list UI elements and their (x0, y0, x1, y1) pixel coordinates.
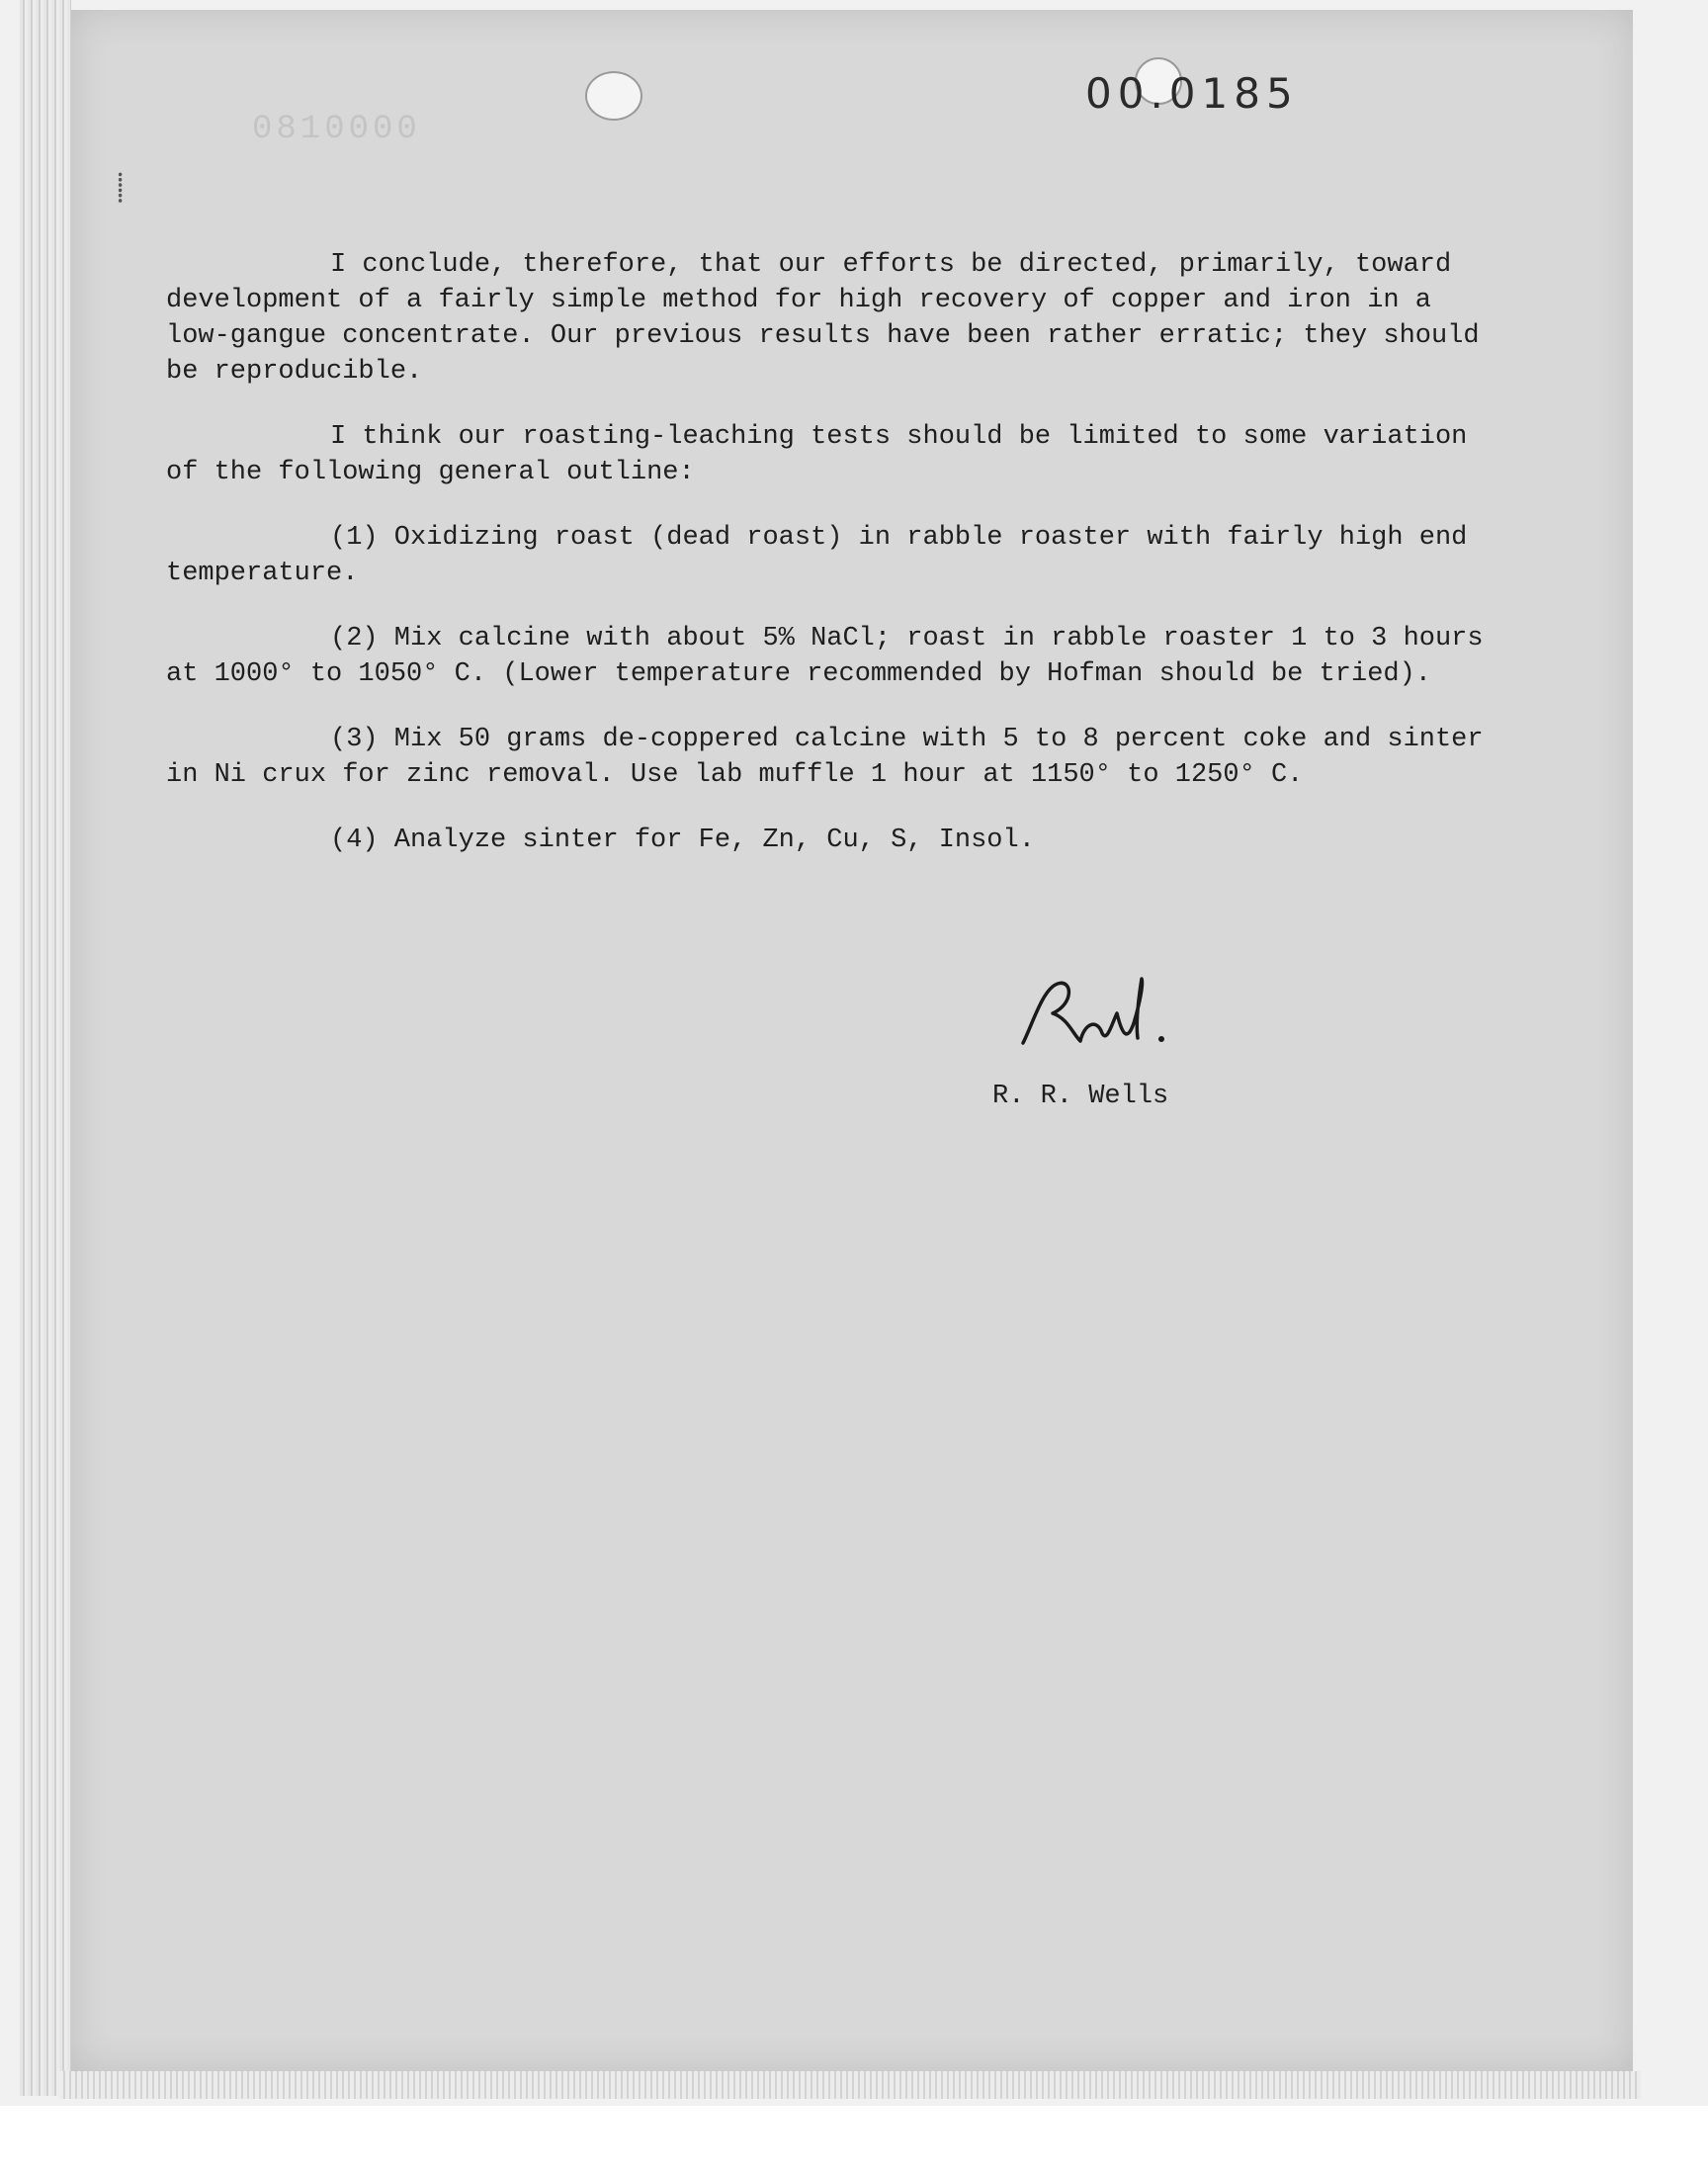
paragraph-outline-intro: I think our roasting-leaching tests should be limited to some variation of the following general outline: (166, 422, 1468, 487)
faint-stamp-number: 0810000 (252, 111, 421, 148)
paragraph-step-2: (2) Mix calcine with about 5% NaCl; roast in rabble roaster 1 to 3 hours at 1000° to 1050° C. (Lower temperature recommended by Hofman should be tried). (166, 624, 1484, 689)
paragraph-step-3: (3) Mix 50 grams de-coppered calcine with 5 to 8 percent coke and sinter in Ni crux for zinc removal. Use lab muffle 1 hour at 1150° to 1250° C. (166, 725, 1484, 790)
margin-mark: ⸽ (117, 175, 125, 206)
paper-stack-edge-left (20, 0, 71, 2096)
punch-hole-top (585, 71, 642, 121)
signer-name: R. R. Wells (992, 1082, 1169, 1111)
letter-body (166, 247, 1510, 888)
paragraph-step-4: (4) Analyze sinter for Fe, Zn, Cu, S, Insol. (330, 826, 1035, 855)
paper-stack-edge-bottom (59, 2071, 1641, 2099)
paragraph-conclusion: I conclude, therefore, that our efforts be directed, primarily, toward development of a fairly simple method for high recovery of copper and iron in a low-gangue concentrate. Our previous results have been rather erratic; they should be reproducible. (166, 250, 1480, 387)
handwritten-signature (1013, 964, 1191, 1063)
paragraph-step-1: (1) Oxidizing roast (dead roast) in rabble roaster with fairly high end temperature. (166, 523, 1468, 588)
page-number: 00.0185 (1085, 69, 1299, 118)
